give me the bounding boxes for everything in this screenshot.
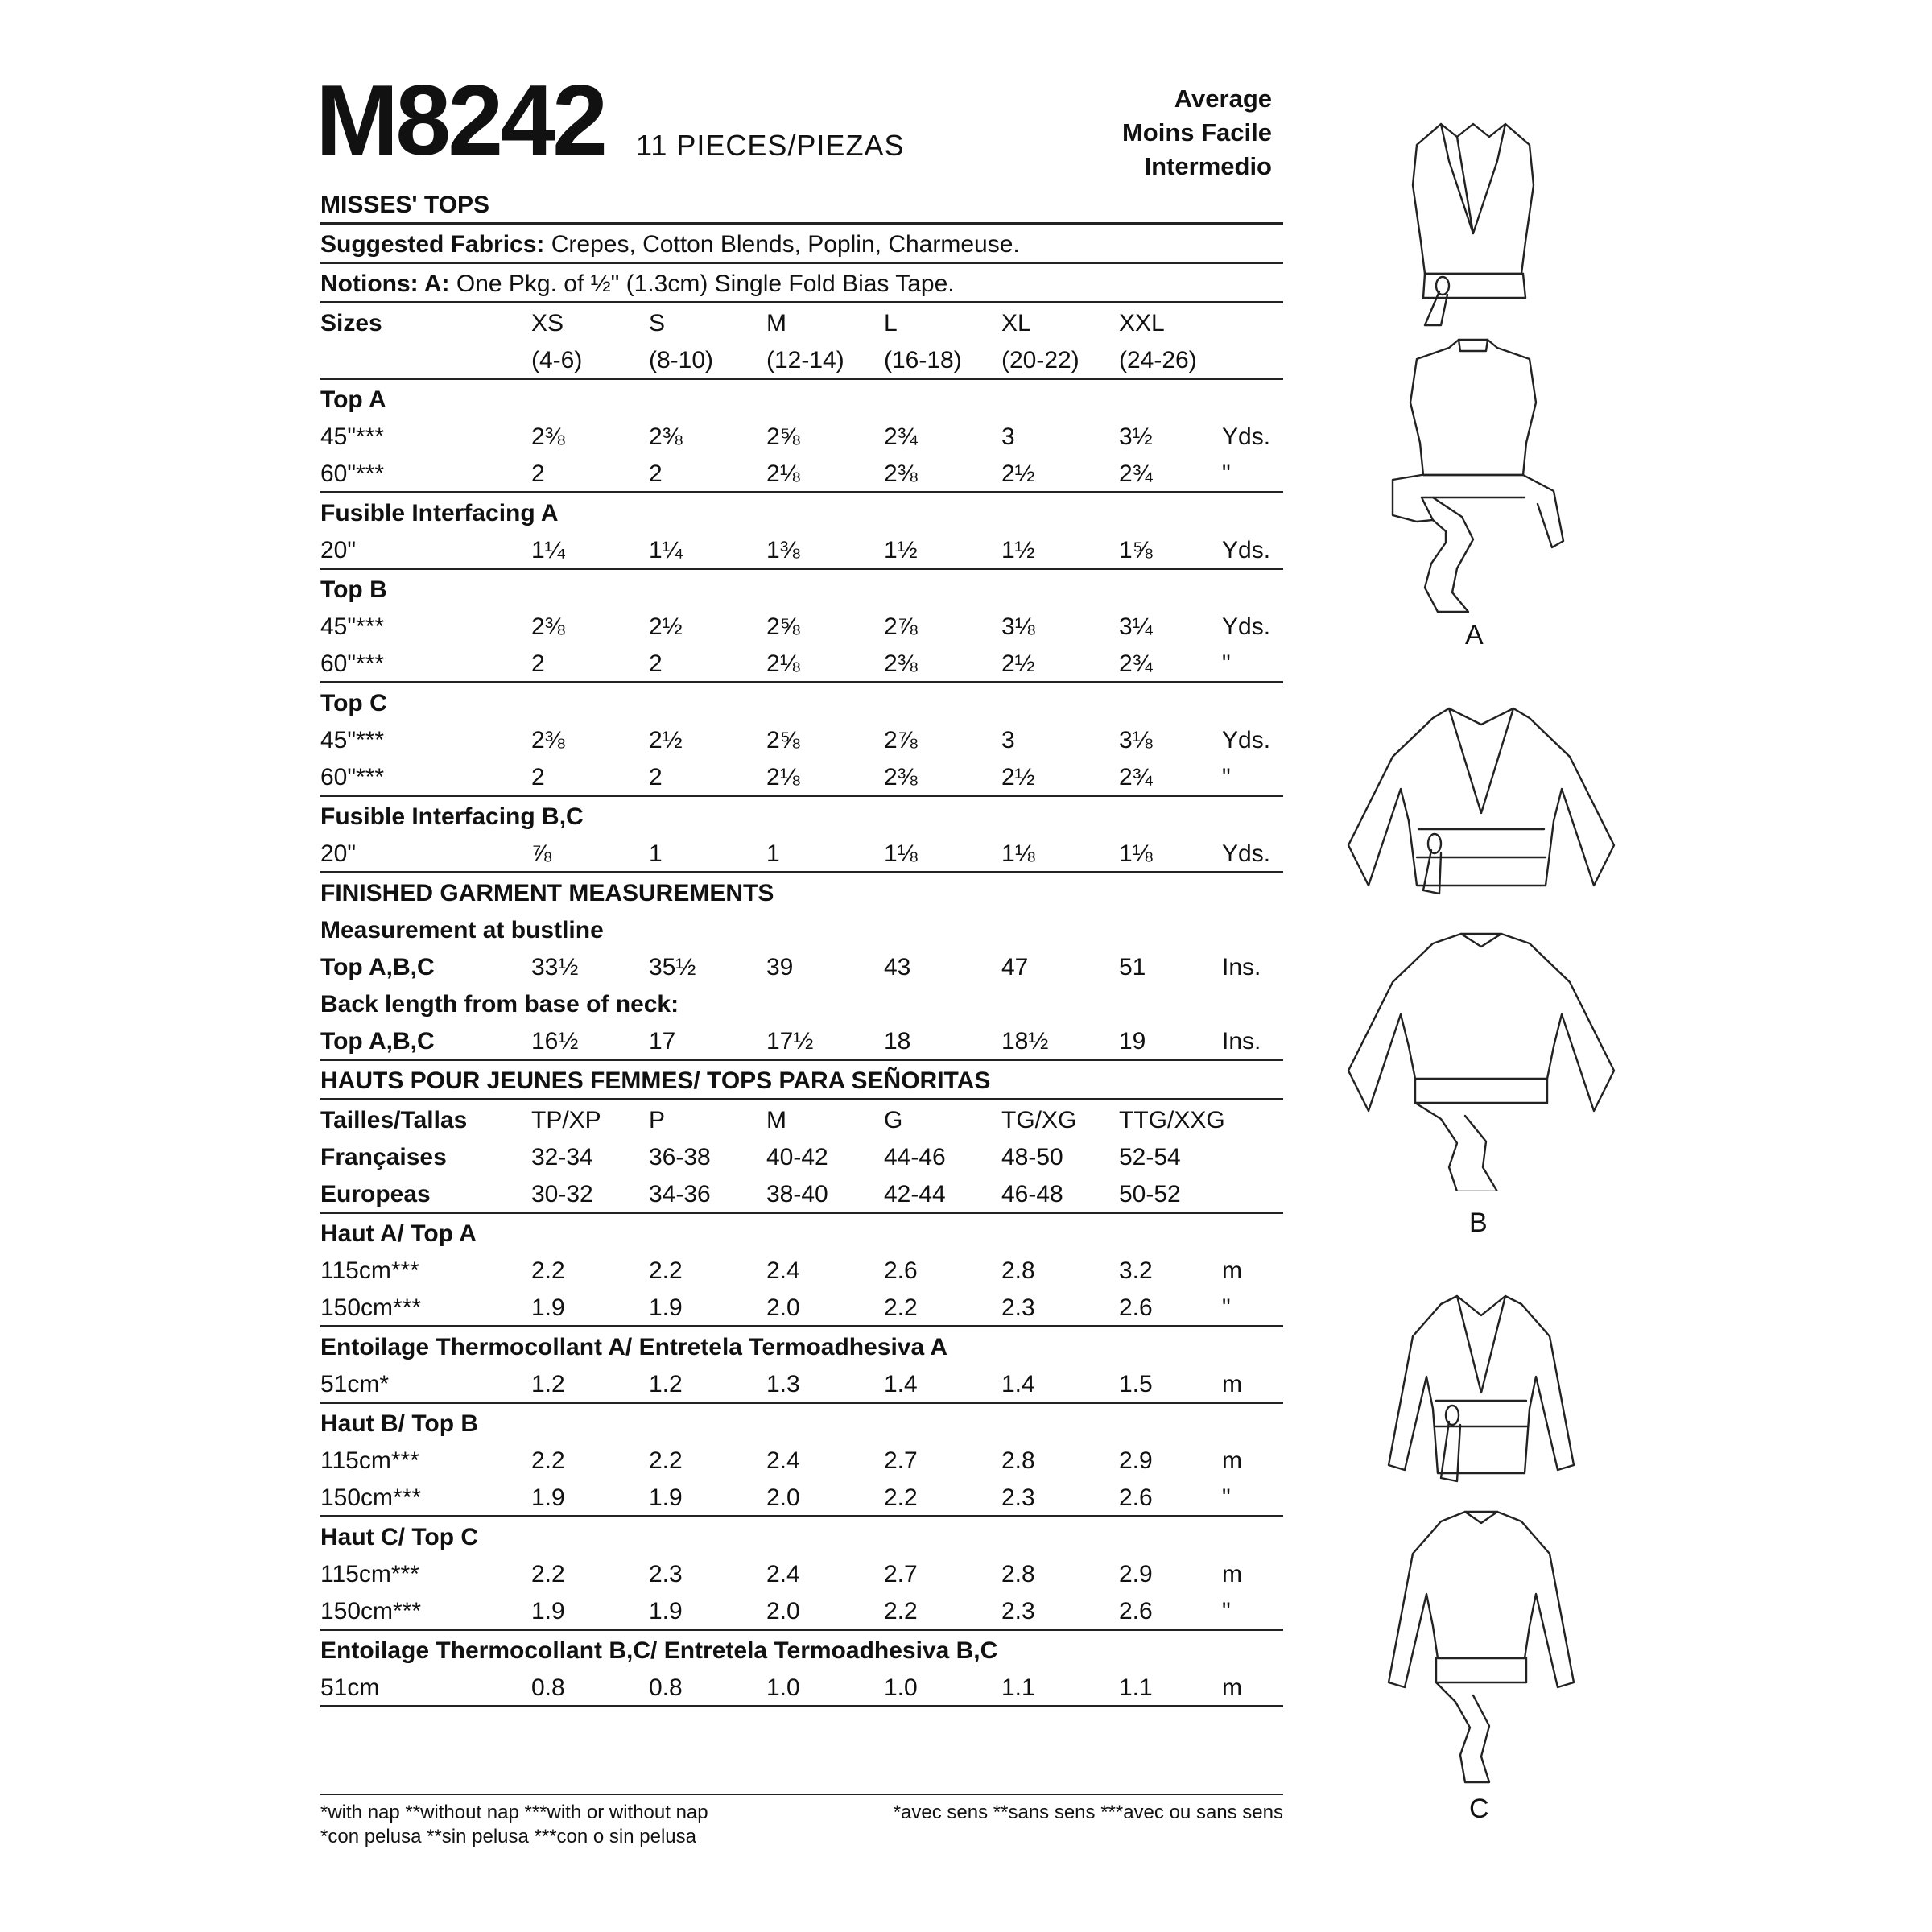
block-title-row [320,1327,1283,1364]
yardage-value: 2.2 [884,1598,918,1624]
yardage-row [320,1174,1283,1214]
yardage-value: 32-34 [531,1144,593,1170]
yardage-value: 2 [531,460,545,487]
yardage-value: 2⅜ [649,423,683,450]
yardage-value: 3⅛ [1119,727,1153,753]
yardage-value: 1.0 [884,1674,918,1701]
row-label: 51cm* [320,1371,390,1397]
yardage-value: 1.4 [884,1371,918,1397]
yardage-value: 2.7 [884,1561,918,1587]
finished-title-row [320,873,1283,910]
block-title: Fusible Interfacing A [320,500,559,526]
yardage-row [320,1554,1283,1591]
yardage-value: 1.9 [531,1484,565,1511]
yardage-value: TTG/XXG [1119,1107,1225,1133]
yardage-value: 1⅜ [766,537,800,564]
yardage-value: 40-42 [766,1144,828,1170]
block-title-row [320,1214,1283,1251]
unit-label: Yds. [1222,840,1271,867]
yardage-value: TP/XP [531,1107,601,1133]
view-a-back-sketch [1368,330,1578,620]
yardage-value: 42-44 [884,1181,946,1208]
yardage-value: 1¼ [649,537,683,564]
block-title: Fusible Interfacing B,C [320,803,584,830]
yardage-value: 2.9 [1119,1447,1153,1474]
yardage-value: 1.2 [649,1371,683,1397]
yardage-value: 2.0 [766,1294,800,1321]
metric-title-row [320,1061,1283,1100]
yardage-value: 1.9 [649,1484,683,1511]
yardage-value: 2 [531,764,545,791]
block-title: Top B [320,576,387,603]
block-title: Haut C/ Top C [320,1524,479,1550]
yardage-value: 2⅜ [884,764,918,791]
row-label: Françaises [320,1144,447,1170]
yardage-row [320,758,1283,797]
yardage-value: 2⅛ [766,460,800,487]
row-label: 115cm*** [320,1447,419,1474]
yardage-value: 1¼ [531,537,565,564]
block-title-row [320,570,1283,607]
yardage-value: 2.8 [1001,1561,1035,1587]
row-label: Tailles/Tallas [320,1107,468,1133]
size-ranges-row [320,341,1283,380]
size-code: XXL [1119,310,1165,336]
block-title-row [320,797,1283,834]
yardage-value: 1.0 [766,1674,800,1701]
yardage-value: ⅞ [531,840,552,867]
yardage-value: 0.8 [531,1674,565,1701]
row-label: 60"*** [320,764,385,791]
yardage-value: 1 [766,840,780,867]
yardage-value: 1½ [884,537,918,564]
view-b-back-sketch [1328,926,1634,1191]
yardage-value: 2.6 [884,1257,918,1284]
row-label: 60"*** [320,650,385,677]
yardage-value: 2⅞ [884,613,918,640]
yardage-value: 43 [884,954,911,980]
yardage-value: 50-52 [1119,1181,1181,1208]
size-code: S [649,310,666,336]
yardage-blocks [320,380,1283,1707]
block-title: Haut A/ Top A [320,1220,477,1247]
yardage-value: 3 [1001,423,1015,450]
yardage-value: 2.9 [1119,1561,1153,1587]
unit-label: m [1222,1371,1242,1397]
yardage-value: 39 [766,954,794,980]
yardage-value: 2.6 [1119,1598,1153,1624]
yardage-row [320,720,1283,758]
yardage-row [320,1022,1283,1061]
yardage-value: 17½ [766,1028,814,1055]
pattern-number: M8242 [316,65,605,176]
unit-label: Ins. [1222,1028,1261,1055]
yardage-value: 2⅛ [766,650,800,677]
unit-label: " [1222,1598,1231,1624]
yardage-value: 2.8 [1001,1447,1035,1474]
block-title-row [320,1404,1283,1441]
yardage-value: 2.3 [649,1561,683,1587]
yardage-value: 19 [1119,1028,1146,1055]
unit-label: m [1222,1561,1242,1587]
yardage-value: 2¾ [1119,650,1153,677]
yardage-value: 2½ [1001,460,1035,487]
yardage-value: 30-32 [531,1181,593,1208]
unit-label: " [1222,764,1231,791]
yardage-row [320,607,1283,644]
metric-title: HAUTS POUR JEUNES FEMMES/ TOPS PARA SEÑORITAS [320,1067,991,1094]
finished-title: FINISHED GARMENT MEASUREMENTS [320,880,774,906]
yardage-value: 2.2 [884,1294,918,1321]
yardage-value: 2.4 [766,1561,800,1587]
view-b-front-sketch [1328,700,1634,926]
view-a-front-sketch [1368,113,1578,330]
yardage-value: 2.4 [766,1447,800,1474]
yardage-value: 1⅝ [1119,537,1153,564]
yardage-value: 2⅞ [884,727,918,753]
yardage-value: 34-36 [649,1181,711,1208]
row-label: 150cm*** [320,1294,422,1321]
yardage-value: 3.2 [1119,1257,1153,1284]
difficulty-fr: Moins Facile [1121,118,1272,147]
yardage-row [320,1137,1283,1174]
difficulty-level [1122,82,1272,184]
difficulty-en: Average [1174,85,1272,113]
yardage-value: 1⅛ [1119,840,1153,867]
yardage-value: 2¾ [1119,460,1153,487]
yardage-value: 2¾ [1119,764,1153,791]
sizes-row [320,303,1283,341]
yardage-value: 33½ [531,954,579,980]
yardage-row [320,530,1283,570]
notions-label: Notions: A: [320,270,450,297]
yardage-value: 1.9 [531,1294,565,1321]
yardage-value: 2.3 [1001,1598,1035,1624]
view-label-a: A [1465,620,1484,650]
yardage-chart [320,185,1283,1707]
yardage-row [320,1364,1283,1404]
row-label: 60"*** [320,460,385,487]
row-label: 45"*** [320,613,385,640]
yardage-value: 3 [1001,727,1015,753]
yardage-row [320,454,1283,493]
yardage-value: 52-54 [1119,1144,1181,1170]
size-code: L [884,310,898,336]
yardage-value: 1 [649,840,663,867]
unit-label: m [1222,1674,1242,1701]
yardage-value: 2⅜ [531,423,565,450]
yardage-value: 1.2 [531,1371,565,1397]
row-label: 20" [320,840,357,867]
yardage-value: 1½ [1001,537,1035,564]
yardage-value: 51 [1119,954,1146,980]
unit-label: " [1222,1294,1231,1321]
view-label-b: B [1469,1208,1488,1238]
yardage-value: 2.6 [1119,1484,1153,1511]
yardage-value: 2⅝ [766,613,800,640]
footnote-divider [320,1794,1283,1795]
yardage-value: 47 [1001,954,1029,980]
block-title-row [320,1631,1283,1668]
difficulty-es: Intermedio [1144,152,1272,180]
unit-label: Yds. [1222,613,1271,640]
view-label-c: C [1469,1794,1489,1824]
footnote-fr: *avec sens **sans sens ***avec ou sans sens [893,1802,1283,1823]
bustline-title: Measurement at bustline [320,917,604,943]
yardage-value: 2.2 [649,1257,683,1284]
row-label: 115cm*** [320,1257,419,1284]
yardage-value: 17 [649,1028,676,1055]
yardage-value: 46-48 [1001,1181,1063,1208]
row-label: 45"*** [320,727,385,753]
yardage-value: 2.3 [1001,1484,1035,1511]
view-c-front-sketch [1352,1288,1610,1513]
piece-count: 11 PIECES/PIEZAS [636,129,905,162]
yardage-value: 2.2 [531,1561,565,1587]
block-title: Haut B/ Top B [320,1410,479,1437]
fabrics-text: Crepes, Cotton Blends, Poplin, Charmeuse. [551,231,1020,258]
block-title-row [320,493,1283,530]
yardage-value: 48-50 [1001,1144,1063,1170]
yardage-row [320,1668,1283,1707]
block-title-row [320,1517,1283,1554]
yardage-value: 1⅛ [1001,840,1035,867]
yardage-value: 2.8 [1001,1257,1035,1284]
yardage-value: 3¼ [1119,613,1153,640]
size-range: (20-22) [1001,347,1080,374]
yardage-value: 2.3 [1001,1294,1035,1321]
back-length-title-row [320,985,1283,1022]
block-title: Top A [320,386,386,413]
yardage-value: 2.0 [766,1598,800,1624]
yardage-value: 3½ [1119,423,1153,450]
size-code: XS [531,310,564,336]
yardage-value: 44-46 [884,1144,946,1170]
yardage-value: 2 [649,460,663,487]
yardage-value: 2.2 [884,1484,918,1511]
yardage-value: 2 [531,650,545,677]
size-code: XL [1001,310,1031,336]
yardage-value: 1.1 [1001,1674,1035,1701]
yardage-row [320,644,1283,683]
yardage-value: 2.7 [884,1447,918,1474]
yardage-row [320,1441,1283,1478]
yardage-value: G [884,1107,903,1133]
block-title: Entoilage Thermocollant B,C/ Entretela Termoadhesiva B,C [320,1637,998,1664]
yardage-value: 2½ [649,613,683,640]
yardage-value: 2 [649,650,663,677]
yardage-value: 18 [884,1028,911,1055]
section-title: MISSES' TOPS [320,192,489,218]
yardage-value: 1.9 [649,1294,683,1321]
unit-label: " [1222,1484,1231,1511]
fabrics-row [320,225,1283,264]
yardage-value: 2.2 [531,1257,565,1284]
yardage-value: 1.1 [1119,1674,1153,1701]
unit-label: " [1222,650,1231,677]
block-title-row [320,683,1283,720]
yardage-value: 1.5 [1119,1371,1153,1397]
yardage-row [320,1591,1283,1631]
block-title-row [320,380,1283,417]
bustline-title-row [320,910,1283,947]
yardage-value: 2⅜ [531,613,565,640]
yardage-value: 2.4 [766,1257,800,1284]
yardage-row [320,834,1283,873]
fabrics-label: Suggested Fabrics: [320,231,545,258]
yardage-value: 2.2 [649,1447,683,1474]
size-code: M [766,310,786,336]
yardage-value: 1.3 [766,1371,800,1397]
yardage-value: 2⅜ [884,650,918,677]
yardage-value: 1.9 [531,1598,565,1624]
yardage-value: 2½ [1001,764,1035,791]
row-label: Europeas [320,1181,431,1208]
yardage-value: 2⅝ [766,423,800,450]
yardage-value: 1.4 [1001,1371,1035,1397]
yardage-row [320,1478,1283,1517]
yardage-value: 2⅜ [531,727,565,753]
yardage-value: 38-40 [766,1181,828,1208]
unit-label: m [1222,1257,1242,1284]
back-length-title: Back length from base of neck: [320,991,679,1018]
yardage-value: 3⅛ [1001,613,1035,640]
yardage-value: 2⅜ [884,460,918,487]
section-title-row [320,185,1283,225]
notions-row [320,264,1283,303]
yardage-row [320,1100,1283,1137]
unit-label: Ins. [1222,954,1261,980]
yardage-value: 35½ [649,954,696,980]
row-label: 20" [320,537,357,564]
footnote-en: *with nap **without nap ***with or without nap [320,1802,708,1823]
size-range: (12-14) [766,347,844,374]
unit-label: " [1222,460,1231,487]
unit-label: Yds. [1222,727,1271,753]
yardage-row [320,1288,1283,1327]
yardage-value: 2.2 [531,1447,565,1474]
yardage-value: 1.9 [649,1598,683,1624]
unit-label: Yds. [1222,537,1271,564]
size-range: (4-6) [531,347,583,374]
yardage-value: 2½ [649,727,683,753]
yardage-row [320,1251,1283,1288]
row-label: Top A,B,C [320,954,435,980]
yardage-value: 2⅝ [766,727,800,753]
yardage-row [320,417,1283,454]
notions-text: One Pkg. of ½" (1.3cm) Single Fold Bias Tape. [456,270,955,297]
block-title: Entoilage Thermocollant A/ Entretela Termoadhesiva A [320,1334,948,1360]
sizes-label: Sizes [320,310,382,336]
view-c-back-sketch [1352,1505,1610,1795]
yardage-value: 2.0 [766,1484,800,1511]
yardage-value: P [649,1107,666,1133]
footnote-es: *con pelusa **sin pelusa ***con o sin pelusa [320,1826,696,1847]
yardage-value: 2⅛ [766,764,800,791]
block-title: Top C [320,690,387,716]
row-label: 115cm*** [320,1561,419,1587]
row-label: 150cm*** [320,1484,422,1511]
yardage-value: 0.8 [649,1674,683,1701]
unit-label: Yds. [1222,423,1271,450]
yardage-value: 16½ [531,1028,579,1055]
yardage-value: 2½ [1001,650,1035,677]
unit-label: m [1222,1447,1242,1474]
yardage-value: 2¾ [884,423,918,450]
row-label: 45"*** [320,423,385,450]
yardage-value: 1⅛ [884,840,918,867]
size-range: (16-18) [884,347,962,374]
yardage-value: 2.6 [1119,1294,1153,1321]
row-label: 150cm*** [320,1598,422,1624]
yardage-value: TG/XG [1001,1107,1077,1133]
yardage-value: 18½ [1001,1028,1049,1055]
row-label: Top A,B,C [320,1028,435,1055]
yardage-value: 36-38 [649,1144,711,1170]
row-label: 51cm [320,1674,380,1701]
yardage-value: 2 [649,764,663,791]
size-range: (24-26) [1119,347,1197,374]
yardage-row [320,947,1283,985]
size-range: (8-10) [649,347,714,374]
yardage-value: M [766,1107,786,1133]
